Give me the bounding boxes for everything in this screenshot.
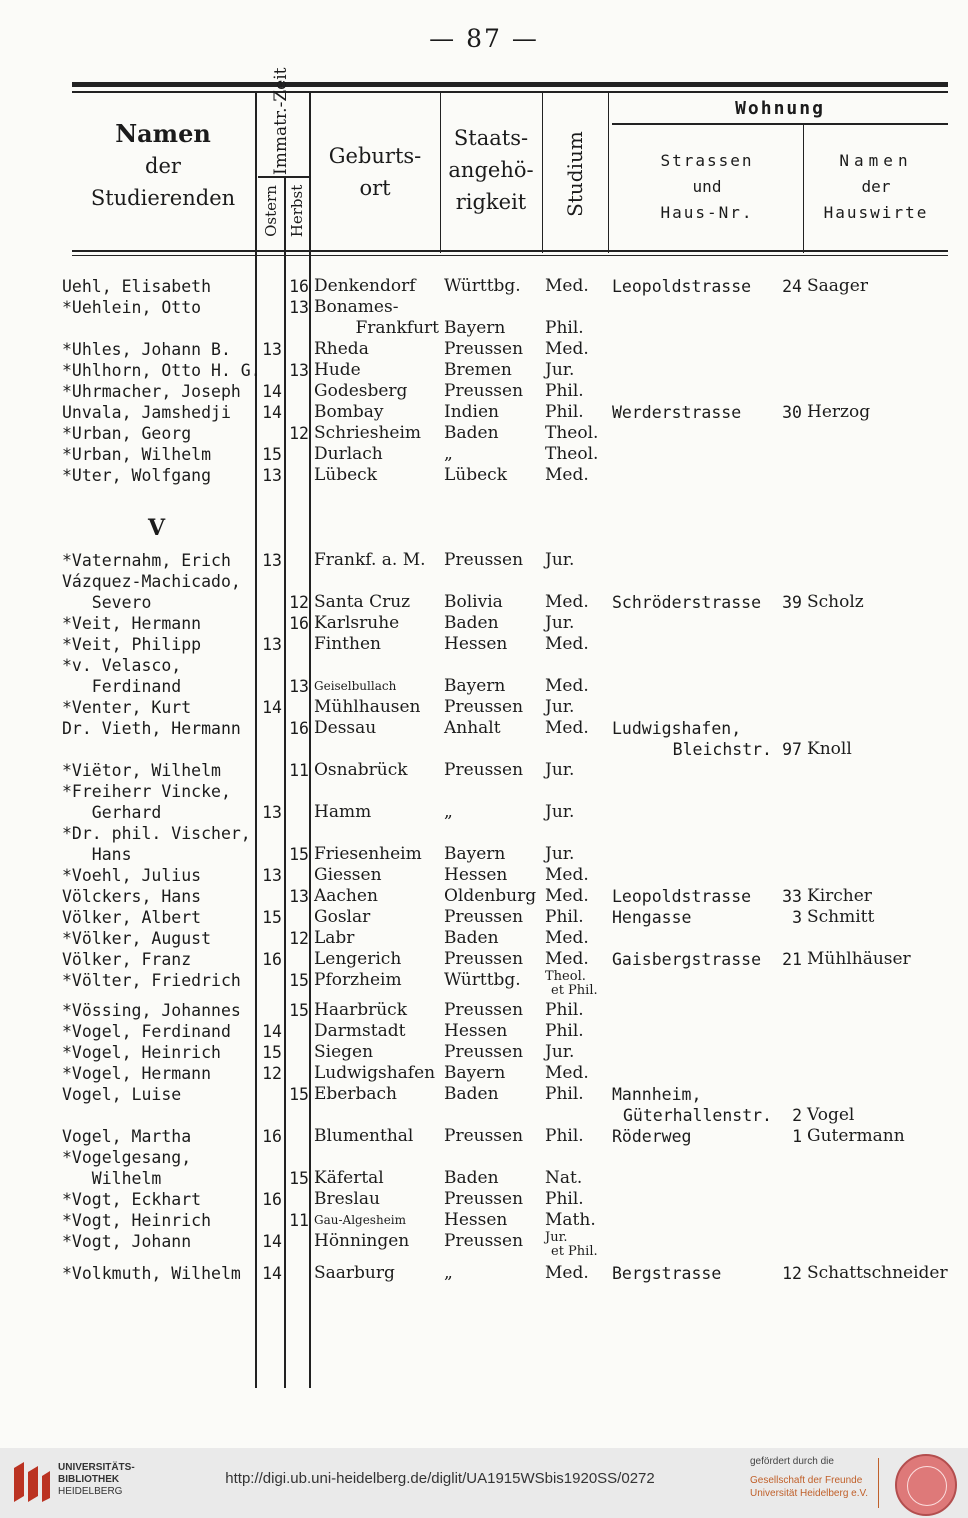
birthplace: Osnabrück <box>314 760 408 780</box>
study-field-line: et Phil. <box>551 1244 598 1259</box>
landlord: Vogel <box>807 1105 855 1125</box>
student-name: *Venter, Kurt <box>62 698 192 717</box>
study-field: Med. <box>545 592 589 612</box>
study-field: Theol. <box>545 444 599 464</box>
study-field-line: Theol. <box>545 969 586 984</box>
study-field: Med. <box>545 676 589 696</box>
semester-ostern: 13 <box>262 803 282 822</box>
nationality: Preussen <box>444 760 524 780</box>
header-state-1: Staats- <box>453 126 529 150</box>
landlord: Mühlhäuser <box>807 949 911 969</box>
landlord: Saager <box>807 276 868 296</box>
nationality: „ <box>444 1263 453 1283</box>
student-name: *Völter, Friedrich <box>62 971 241 990</box>
birthplace: Labr <box>314 928 355 948</box>
student-name: Gerhard <box>62 803 162 822</box>
house-number: 3 <box>792 908 802 927</box>
semester-herbst: 12 <box>289 593 309 612</box>
header-place-1: Geburts- <box>328 144 422 168</box>
library-logo-icon <box>10 1458 54 1506</box>
library-name-1: UNIVERSITÄTS- <box>58 1462 135 1473</box>
semester-ostern: 14 <box>262 403 282 422</box>
top-rule-thick <box>72 82 948 87</box>
nationality: Preussen <box>444 907 524 927</box>
birthplace: Dessau <box>314 718 377 738</box>
nationality: Preussen <box>444 1189 524 1209</box>
birthplace: Goslar <box>314 907 371 927</box>
birthplace: Hude <box>314 360 361 380</box>
semester-herbst: 16 <box>289 614 309 633</box>
nationality: Oldenburg <box>444 886 537 906</box>
nationality: Württbg. <box>444 970 521 990</box>
student-name: Dr. Vieth, Hermann <box>62 719 241 738</box>
library-name-3: HEIDELBERG <box>58 1486 123 1497</box>
header-hosts <box>804 148 948 226</box>
student-name: Severo <box>62 593 152 612</box>
birthplace: Lübeck <box>314 465 378 485</box>
nationality: Baden <box>444 423 499 443</box>
study-field: Phil. <box>545 1021 584 1041</box>
landlord: Gutermann <box>807 1126 905 1146</box>
student-name: *Vogt, Johann <box>62 1232 192 1251</box>
header-herbst: Herbst <box>288 184 306 238</box>
header-names <box>72 118 254 214</box>
library-name-2: BIBLIOTHEK <box>58 1474 120 1485</box>
header-wohnung: Wohnung <box>735 98 825 119</box>
header-state-3: rigkeit <box>455 190 527 214</box>
header-street-3: Haus-Nr. <box>660 203 754 222</box>
nationality: Hessen <box>444 865 508 885</box>
study-field: Jur. <box>545 760 575 780</box>
page-number: — 87 — <box>429 24 539 53</box>
semester-herbst: 12 <box>289 424 309 443</box>
col-line-state <box>542 93 543 253</box>
student-name: Hans <box>62 845 132 864</box>
seal-inner-ring <box>907 1466 947 1506</box>
study-field: Phil. <box>545 1084 584 1104</box>
student-name: Uehl, Elisabeth <box>62 277 212 296</box>
birthplace: Mühlhausen <box>314 697 421 717</box>
birthplace: Durlach <box>314 444 383 464</box>
study-field: Med. <box>545 865 589 885</box>
student-name: *Urban, Georg <box>62 424 192 443</box>
header-hosts-2: der <box>861 177 891 196</box>
landlord: Knoll <box>807 739 852 759</box>
nationality: Baden <box>444 1168 499 1188</box>
nationality: Bremen <box>444 360 512 380</box>
study-field: Nat. <box>545 1168 583 1188</box>
study-field: Math. <box>545 1210 596 1230</box>
header-hosts-3: Hauswirte <box>823 203 929 222</box>
nationality: Preussen <box>444 381 524 401</box>
study-field: Med. <box>545 465 589 485</box>
header-street-1: Strassen <box>660 151 754 170</box>
birthplace: Frankf. a. M. <box>314 550 426 570</box>
student-name: *Vössing, Johannes <box>62 1001 241 1020</box>
birthplace: Friesenheim <box>314 844 422 864</box>
birthplace: Darmstadt <box>314 1021 406 1041</box>
nationality: Indien <box>444 402 499 422</box>
nationality: Preussen <box>444 1231 524 1251</box>
section-letter: V <box>148 515 166 541</box>
nationality: Preussen <box>444 949 524 969</box>
street: Mannheim, <box>612 1085 702 1104</box>
study-field: Med. <box>545 339 589 359</box>
student-name: *Vaternahm, Erich <box>62 551 231 570</box>
house-number: 30 <box>782 403 802 422</box>
nationality: Preussen <box>444 1042 524 1062</box>
birthplace: Giessen <box>314 865 382 885</box>
birthplace: Aachen <box>314 886 378 906</box>
student-name: *Vogel, Ferdinand <box>62 1022 231 1041</box>
funded-by: gefördert durch die <box>750 1456 834 1467</box>
source-url[interactable]: http://digi.ub.uni-heidelberg.de/diglit/UA1915WSbis1920SS/0272 <box>225 1470 655 1487</box>
street: Hengasse <box>612 908 692 927</box>
birthplace: Godesberg <box>314 381 408 401</box>
study-field: Phil. <box>545 318 584 338</box>
study-field: Jur. <box>545 802 575 822</box>
society-name-2: Universität Heidelberg e.V. <box>750 1488 869 1499</box>
student-name: *Vogel, Heinrich <box>62 1043 221 1062</box>
study-field: Phil. <box>545 1000 584 1020</box>
street: Leopoldstrasse <box>612 887 752 906</box>
student-name: *Uhles, Johann B. <box>62 340 231 359</box>
semester-herbst: 13 <box>289 887 309 906</box>
birthplace: Breslau <box>314 1189 380 1209</box>
header-names-1: Namen <box>115 119 211 148</box>
nationality: Bayern <box>444 676 506 696</box>
student-name: *Volkmuth, Wilhelm <box>62 1264 241 1283</box>
study-field: Med. <box>545 886 589 906</box>
house-number: 24 <box>782 277 802 296</box>
semester-ostern: 16 <box>262 1190 282 1209</box>
header-state-2: angehö- <box>448 158 534 182</box>
student-name: Vázquez-Machicado, <box>62 572 241 591</box>
student-name: *Voehl, Julius <box>62 866 202 885</box>
header-ostern: Ostern <box>262 185 280 237</box>
birthplace: Haarbrück <box>314 1000 408 1020</box>
header-study: Studium <box>563 131 587 217</box>
house-number: 97 <box>782 740 802 759</box>
semester-ostern: 14 <box>262 382 282 401</box>
nationality: Baden <box>444 1084 499 1104</box>
nationality: Preussen <box>444 550 524 570</box>
semester-ostern: 14 <box>262 1022 282 1041</box>
nationality: „ <box>444 444 453 464</box>
student-name: *Uehlein, Otto <box>62 298 202 317</box>
student-name: *Vogt, Eckhart <box>62 1190 202 1209</box>
semester-herbst: 16 <box>289 719 309 738</box>
birthplace: Pforzheim <box>314 970 402 990</box>
nationality: Bayern <box>444 1063 506 1083</box>
header-place <box>311 140 439 204</box>
street: Leopoldstrasse <box>612 277 752 296</box>
nationality: „ <box>444 802 453 822</box>
birthplace: Hamm <box>314 802 372 822</box>
semester-herbst: 13 <box>289 298 309 317</box>
semester-ostern: 14 <box>262 1232 282 1251</box>
street: Bergstrasse <box>612 1264 722 1283</box>
header-state <box>441 122 541 218</box>
semester-herbst: 16 <box>289 277 309 296</box>
study-field: Phil. <box>545 907 584 927</box>
semester-ostern: 13 <box>262 866 282 885</box>
landlord: Herzog <box>807 402 871 422</box>
study-field: Jur. <box>545 550 575 570</box>
nationality: Preussen <box>444 1000 524 1020</box>
birthplace: Lengerich <box>314 949 402 969</box>
semester-ostern: 16 <box>262 950 282 969</box>
student-name: *Uhlhorn, Otto H. G. <box>62 361 261 380</box>
study-field: Jur. <box>545 360 575 380</box>
semester-ostern: 15 <box>262 1043 282 1062</box>
study-field: Phil. <box>545 1189 584 1209</box>
landlord: Schmitt <box>807 907 875 927</box>
header-bottom-rule <box>72 250 948 252</box>
semester-herbst: 15 <box>289 1001 309 1020</box>
house-number: 33 <box>782 887 802 906</box>
study-field: Phil. <box>545 1126 584 1146</box>
student-name: *Urban, Wilhelm <box>62 445 212 464</box>
nationality: Württbg. <box>444 276 521 296</box>
study-field: Med. <box>545 949 589 969</box>
birthplace: Santa Cruz <box>314 592 411 612</box>
library-name <box>58 1462 135 1498</box>
student-name: Völker, Franz <box>62 950 192 969</box>
birthplace: Frankfurt <box>355 318 439 338</box>
semester-herbst: 15 <box>289 845 309 864</box>
student-name: Völckers, Hans <box>62 887 202 906</box>
study-field <box>545 1231 598 1259</box>
nationality: Preussen <box>444 1126 524 1146</box>
study-field: Med. <box>545 928 589 948</box>
study-field: Med. <box>545 276 589 296</box>
nationality: Lübeck <box>444 465 508 485</box>
house-number: 12 <box>782 1264 802 1283</box>
semester-ostern: 13 <box>262 466 282 485</box>
street: Güterhallenstr. <box>622 1106 772 1125</box>
semester-herbst: 15 <box>289 1169 309 1188</box>
semester-ostern: 13 <box>262 340 282 359</box>
semester-herbst: 13 <box>289 361 309 380</box>
semester-herbst: 12 <box>289 929 309 948</box>
header-names-2: der <box>145 154 181 178</box>
student-name: Ferdinand <box>62 677 182 696</box>
house-number: 1 <box>792 1127 802 1146</box>
birthplace: Denkendorf <box>314 276 416 296</box>
semester-herbst: 13 <box>289 677 309 696</box>
nationality: Baden <box>444 928 499 948</box>
nationality: Preussen <box>444 697 524 717</box>
study-field: Jur. <box>545 613 575 633</box>
study-field-line: Jur. <box>545 1230 568 1245</box>
student-name: *Freiherr Vincke, <box>62 782 231 801</box>
student-name: *Viëtor, Wilhelm <box>62 761 221 780</box>
birthplace: Hönningen <box>314 1231 410 1251</box>
student-name: Vogel, Luise <box>62 1085 182 1104</box>
semester-ostern: 15 <box>262 908 282 927</box>
study-field: Med. <box>545 634 589 654</box>
nationality: Bolivia <box>444 592 503 612</box>
nationality: Bayern <box>444 844 506 864</box>
student-name: *Veit, Hermann <box>62 614 202 633</box>
student-name: *Veit, Philipp <box>62 635 202 654</box>
header-street-2: und <box>692 177 722 196</box>
semester-herbst: 11 <box>289 761 309 780</box>
study-field: Med. <box>545 718 589 738</box>
birthplace: Blumenthal <box>314 1126 414 1146</box>
street: Schröderstrasse <box>612 593 762 612</box>
nationality: Hessen <box>444 634 508 654</box>
semester-ostern: 12 <box>262 1064 282 1083</box>
university-seal-icon <box>895 1454 957 1516</box>
street: Röderweg <box>612 1127 692 1146</box>
header-hosts-1: Namen <box>839 151 913 170</box>
nationality: Hessen <box>444 1210 508 1230</box>
col-line-study <box>608 93 609 253</box>
street: Bleichstr. <box>672 740 772 759</box>
landlord: Scholz <box>807 592 864 612</box>
student-name: Vogel, Martha <box>62 1127 192 1146</box>
birthplace: Finthen <box>314 634 381 654</box>
street: Werderstrasse <box>612 403 742 422</box>
col-line-herbst <box>309 93 311 1388</box>
birthplace: Saarburg <box>314 1263 395 1283</box>
birthplace: Schriesheim <box>314 423 422 443</box>
header-street <box>612 148 802 226</box>
birthplace: Karlsruhe <box>314 613 400 633</box>
study-field: Jur. <box>545 697 575 717</box>
nationality: Hessen <box>444 1021 508 1041</box>
street: Ludwigshafen, <box>612 719 742 738</box>
header-immatr: Immatr.-Zeit <box>271 67 291 175</box>
student-name: *v. Velasco, <box>62 656 182 675</box>
study-field: Med. <box>545 1063 589 1083</box>
footer-divider <box>878 1458 879 1508</box>
house-number: 39 <box>782 593 802 612</box>
birthplace: Geiselbullach <box>314 679 397 693</box>
birthplace: Rheda <box>314 339 369 359</box>
study-field <box>545 970 598 998</box>
semester-ostern: 15 <box>262 445 282 464</box>
birthplace: Eberbach <box>314 1084 397 1104</box>
study-field-line: et Phil. <box>551 983 598 998</box>
society-name-1: Gesellschaft der Freunde <box>750 1475 863 1486</box>
semester-ostern: 14 <box>262 1264 282 1283</box>
house-number: 21 <box>782 950 802 969</box>
top-rule-thin <box>72 91 948 93</box>
birthplace: Ludwigshafen <box>314 1063 436 1083</box>
student-name: *Uter, Wolfgang <box>62 466 212 485</box>
student-name: Völker, Albert <box>62 908 202 927</box>
house-number: 2 <box>792 1106 802 1125</box>
semester-ostern: 13 <box>262 635 282 654</box>
footer-bar <box>0 1448 968 1518</box>
study-field: Theol. <box>545 423 599 443</box>
birthplace: Gau-Algesheim <box>314 1213 407 1227</box>
society-name <box>750 1474 868 1500</box>
study-field: Med. <box>545 1263 589 1283</box>
semester-herbst: 11 <box>289 1211 309 1230</box>
study-field: Jur. <box>545 1042 575 1062</box>
study-field: Phil. <box>545 381 584 401</box>
student-name: Unvala, Jamshedji <box>62 403 231 422</box>
nationality: Anhalt <box>444 718 501 738</box>
study-field: Jur. <box>545 844 575 864</box>
birthplace: Bonames- <box>314 297 399 317</box>
student-name: Wilhelm <box>62 1169 162 1188</box>
wohnung-rule <box>612 123 948 125</box>
semester-ostern: 13 <box>262 551 282 570</box>
birthplace: Bombay <box>314 402 384 422</box>
header-place-2: ort <box>359 176 391 200</box>
landlord: Kircher <box>807 886 872 906</box>
semester-herbst: 15 <box>289 971 309 990</box>
student-name: *Völker, August <box>62 929 212 948</box>
nationality: Baden <box>444 613 499 633</box>
semester-ostern: 16 <box>262 1127 282 1146</box>
birthplace: Siegen <box>314 1042 374 1062</box>
nationality: Bayern <box>444 318 506 338</box>
student-name: *Vogel, Hermann <box>62 1064 212 1083</box>
header-names-3: Studierenden <box>90 186 236 210</box>
street: Gaisbergstrasse <box>612 950 762 969</box>
landlord: Schattschneider <box>807 1263 948 1283</box>
student-name: *Vogelgesang, <box>62 1148 192 1167</box>
semester-herbst: 15 <box>289 1085 309 1104</box>
birthplace: Käfertal <box>314 1168 384 1188</box>
study-field: Phil. <box>545 402 584 422</box>
header-bottom-rule-2 <box>72 255 948 256</box>
student-name: *Dr. phil. Vischer, <box>62 824 251 843</box>
student-name: *Uhrmacher, Joseph <box>62 382 241 401</box>
semester-ostern: 14 <box>262 698 282 717</box>
nationality: Preussen <box>444 339 524 359</box>
student-name: *Vogt, Heinrich <box>62 1211 212 1230</box>
